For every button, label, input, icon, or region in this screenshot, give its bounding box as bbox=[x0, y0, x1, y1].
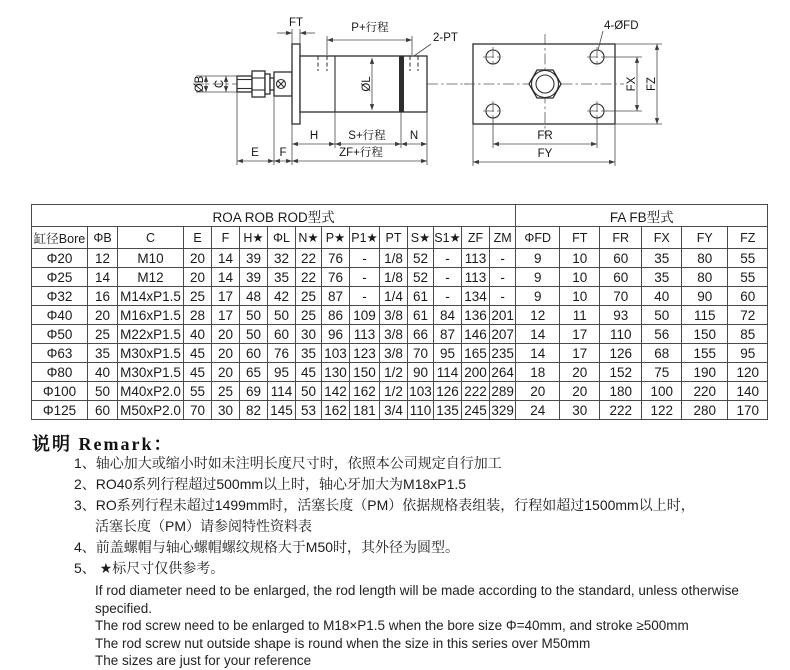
table-cell: - bbox=[350, 268, 380, 287]
table-cell: 14 bbox=[212, 268, 240, 287]
table-cell: - bbox=[490, 287, 516, 306]
table-cell: 114 bbox=[434, 363, 462, 382]
table-body bbox=[32, 249, 768, 420]
table-cell: 113 bbox=[462, 268, 490, 287]
table-cell: 85 bbox=[728, 325, 768, 344]
table-cell: 146 bbox=[462, 325, 490, 344]
table-cell: 50 bbox=[88, 382, 118, 401]
table-cell: 11 bbox=[560, 306, 600, 325]
table-row bbox=[32, 287, 768, 306]
table-cell: M30xP1.5 bbox=[118, 363, 184, 382]
table-cell: 80 bbox=[682, 268, 728, 287]
table-cell: 90 bbox=[682, 287, 728, 306]
table-cell: 55 bbox=[728, 249, 768, 268]
rear-cap-band bbox=[399, 56, 404, 112]
table-cell: 3/8 bbox=[380, 306, 408, 325]
table-cell: Φ25 bbox=[32, 268, 88, 287]
table-cell: 130 bbox=[322, 363, 350, 382]
table-row bbox=[32, 344, 768, 363]
table-cell: 165 bbox=[462, 344, 490, 363]
front-flange bbox=[292, 44, 300, 124]
table-cell: 140 bbox=[728, 382, 768, 401]
table-cell: 207 bbox=[491, 326, 514, 342]
column-header: ΦB bbox=[88, 227, 118, 249]
table-cell: 70 bbox=[408, 344, 434, 363]
cylinder-side-view bbox=[193, 17, 468, 165]
table-cell: 152 bbox=[600, 363, 642, 382]
table-cell: 53 bbox=[296, 401, 322, 420]
table-cell: 9 bbox=[516, 287, 560, 306]
table-cell: - bbox=[350, 287, 380, 306]
table-cell: 40 bbox=[88, 363, 118, 382]
remark-line: 活塞长度（PM）请参阅特性资料表 bbox=[95, 518, 312, 534]
table-cell: 50 bbox=[268, 306, 296, 325]
table-cell: 220 bbox=[682, 382, 728, 401]
table-cell: 150 bbox=[682, 325, 728, 344]
table-cell: M12 bbox=[118, 268, 184, 287]
table-cell: M30xP1.5 bbox=[118, 344, 184, 363]
table-cell: 86 bbox=[322, 306, 350, 325]
table-cell: 61 bbox=[408, 306, 434, 325]
table-cell: 45 bbox=[296, 363, 322, 382]
table-cell: 76 bbox=[268, 344, 296, 363]
table-cell: 20 bbox=[184, 249, 212, 268]
table-cell: 60 bbox=[728, 287, 768, 306]
table-cell: 1/8 bbox=[380, 249, 408, 268]
table-cell: 200 bbox=[462, 363, 490, 382]
table-cell: 113 bbox=[462, 249, 490, 268]
table-cell: 52 bbox=[408, 249, 434, 268]
table-cell: 90 bbox=[408, 363, 434, 382]
dimension-table-wrap bbox=[31, 204, 758, 420]
table-cell: 289 bbox=[491, 383, 514, 399]
table-cell: 10 bbox=[560, 249, 600, 268]
table-cell: 20 bbox=[212, 325, 240, 344]
table-cell: 120 bbox=[728, 363, 768, 382]
table-cell: 142 bbox=[322, 382, 350, 401]
table-cell: 55 bbox=[728, 268, 768, 287]
table-cell: 20 bbox=[184, 268, 212, 287]
table-cell: 28 bbox=[184, 306, 212, 325]
column-header: FT bbox=[560, 227, 600, 249]
table-cell: 87 bbox=[322, 287, 350, 306]
column-header: ΦFD bbox=[516, 227, 560, 249]
dim-label-fy: FY bbox=[537, 148, 553, 160]
table-cell: 50 bbox=[240, 306, 268, 325]
table-cell: 35 bbox=[642, 249, 682, 268]
table-cell: 14 bbox=[212, 249, 240, 268]
table-cell: 100 bbox=[642, 382, 682, 401]
table-cell: - bbox=[490, 268, 516, 287]
table-cell: 40 bbox=[642, 287, 682, 306]
remark-heading: 说明 Remark： bbox=[32, 434, 174, 454]
table-cell: 60 bbox=[600, 249, 642, 268]
table-cell: 20 bbox=[212, 344, 240, 363]
table-cell: 150 bbox=[350, 363, 380, 382]
group-header-roa-rob-rod: ROA ROB ROD型式 bbox=[32, 205, 516, 227]
table-cell: 50 bbox=[296, 382, 322, 401]
column-header: P★ bbox=[322, 227, 350, 249]
column-header: FZ bbox=[728, 227, 768, 249]
table-cell: 114 bbox=[268, 382, 296, 401]
table-row bbox=[32, 306, 768, 325]
column-header: F bbox=[212, 227, 240, 249]
table-cell: 123 bbox=[350, 344, 380, 363]
remark-line: The sizes are just for your reference bbox=[95, 653, 312, 668]
column-header: H★ bbox=[240, 227, 268, 249]
flange-front-view bbox=[464, 20, 662, 166]
column-header: ΦL bbox=[268, 227, 296, 249]
table-cell: 60 bbox=[240, 344, 268, 363]
table-cell: 35 bbox=[88, 344, 118, 363]
table-cell: 136 bbox=[462, 306, 490, 325]
table-cell: 103 bbox=[409, 383, 432, 399]
table-cell: 280 bbox=[682, 401, 728, 420]
column-header: 缸径Bore bbox=[32, 227, 88, 249]
table-cell: 3/4 bbox=[380, 401, 408, 420]
table-cell: 122 bbox=[642, 401, 682, 420]
table-cell: M50xP2.0 bbox=[118, 401, 184, 420]
table-cell: 1/4 bbox=[380, 287, 408, 306]
table-cell: 20 bbox=[560, 382, 600, 401]
table-cell: 17 bbox=[212, 287, 240, 306]
table-cell: 12 bbox=[516, 306, 560, 325]
piston-rod-thread bbox=[237, 76, 252, 92]
table-cell: 1/8 bbox=[380, 268, 408, 287]
table-cell: 109 bbox=[350, 306, 380, 325]
table-cell: 35 bbox=[268, 268, 296, 287]
dim-label-n: N bbox=[409, 130, 419, 142]
table-cell: 1/2 bbox=[380, 382, 408, 401]
table-cell: 80 bbox=[682, 249, 728, 268]
table-cell: 50 bbox=[642, 306, 682, 325]
table-cell: 20 bbox=[88, 306, 118, 325]
table-cell: 30 bbox=[212, 401, 240, 420]
table-cell: 45 bbox=[184, 344, 212, 363]
table-row bbox=[32, 363, 768, 382]
table-cell: 190 bbox=[682, 363, 728, 382]
table-cell: 126 bbox=[600, 344, 642, 363]
table-cell: 20 bbox=[212, 363, 240, 382]
table-cell: 201 bbox=[491, 307, 514, 323]
table-group-header-row bbox=[32, 205, 768, 227]
table-cell: M22xP1.5 bbox=[118, 325, 184, 344]
table-cell: 45 bbox=[184, 363, 212, 382]
table-cell: 60 bbox=[88, 401, 118, 420]
table-cell: 76 bbox=[322, 268, 350, 287]
table-cell: 14 bbox=[88, 268, 118, 287]
table-cell: 222 bbox=[600, 401, 642, 420]
table-cell: 9 bbox=[516, 249, 560, 268]
column-header: ZF bbox=[462, 227, 490, 249]
dim-label-fx: FX bbox=[626, 76, 638, 92]
dim-label-thread-c: C bbox=[214, 79, 226, 89]
remark-line: The rod screw need to be enlarged to M18×P1.5 when the bore size Φ=40mm, and stroke ≥500mm bbox=[95, 618, 689, 633]
table-cell: 155 bbox=[682, 344, 728, 363]
table-cell: 20 bbox=[516, 382, 560, 401]
dim-label-s-stroke: S+行程 bbox=[348, 130, 386, 142]
table-cell: 25 bbox=[296, 306, 322, 325]
table-cell: 52 bbox=[408, 268, 434, 287]
table-cell: 145 bbox=[268, 401, 296, 420]
table-cell: 162 bbox=[322, 401, 350, 420]
table-cell: 10 bbox=[560, 268, 600, 287]
table-cell: Φ32 bbox=[32, 287, 88, 306]
table-cell: 222 bbox=[462, 382, 490, 401]
table-cell: 93 bbox=[600, 306, 642, 325]
column-header: C bbox=[118, 227, 184, 249]
table-cell: 87 bbox=[434, 325, 462, 344]
table-column-header-row bbox=[32, 227, 768, 249]
dimension-table bbox=[31, 204, 768, 420]
table-cell: 82 bbox=[240, 401, 268, 420]
table-cell: M10 bbox=[118, 249, 184, 268]
table-cell: 135 bbox=[434, 401, 462, 420]
table-cell: 95 bbox=[268, 363, 296, 382]
table-cell: 40 bbox=[184, 325, 212, 344]
column-header: FX bbox=[642, 227, 682, 249]
remark-line: 1、轴心加大或缩小时如未注明长度尺寸时，依照本公司规定自行加工 bbox=[74, 455, 502, 471]
dim-label-fz: FZ bbox=[646, 76, 658, 92]
table-cell: 61 bbox=[408, 287, 434, 306]
table-cell: 70 bbox=[600, 287, 642, 306]
table-cell: 22 bbox=[296, 268, 322, 287]
table-cell: 170 bbox=[728, 401, 768, 420]
table-row bbox=[32, 401, 768, 420]
rod-collar bbox=[265, 74, 270, 94]
group-header-fa-fb: FA FB型式 bbox=[516, 205, 768, 227]
table-cell: 76 bbox=[322, 249, 350, 268]
table-cell: 96 bbox=[322, 325, 350, 344]
hole-callout-4fd: 4-ØFD bbox=[604, 20, 639, 32]
table-cell: 30 bbox=[560, 401, 600, 420]
table-cell: 17 bbox=[212, 306, 240, 325]
table-cell: 3/8 bbox=[380, 325, 408, 344]
table-cell: 9 bbox=[516, 268, 560, 287]
table-cell: 50 bbox=[240, 325, 268, 344]
table-cell: 162 bbox=[350, 382, 380, 401]
table-cell: 84 bbox=[434, 306, 462, 325]
table-cell: 10 bbox=[560, 287, 600, 306]
table-cell: 103 bbox=[322, 344, 350, 363]
table-cell: 70 bbox=[184, 401, 212, 420]
table-cell: 245 bbox=[462, 401, 490, 420]
table-cell: 235 bbox=[491, 345, 514, 361]
column-header: N★ bbox=[296, 227, 322, 249]
table-cell: 68 bbox=[642, 344, 682, 363]
table-cell: Φ50 bbox=[32, 325, 88, 344]
dim-label-fr: FR bbox=[537, 130, 553, 142]
table-cell: 72 bbox=[728, 306, 768, 325]
table-cell: Φ125 bbox=[32, 401, 88, 420]
column-header: S1★ bbox=[434, 227, 462, 249]
column-header: E bbox=[184, 227, 212, 249]
table-cell: M16xP1.5 bbox=[118, 306, 184, 325]
dim-label-p-stroke: P+行程 bbox=[351, 22, 389, 34]
dim-label-rod-diameter: ØB bbox=[194, 75, 206, 93]
table-cell: 329 bbox=[491, 402, 514, 418]
table-cell: 39 bbox=[240, 249, 268, 268]
table-cell: Φ80 bbox=[32, 363, 88, 382]
table-cell: 95 bbox=[728, 344, 768, 363]
table-cell: 181 bbox=[350, 401, 380, 420]
table-row bbox=[32, 268, 768, 287]
dim-label-bore-l: ØL bbox=[361, 76, 373, 92]
column-header: S★ bbox=[408, 227, 434, 249]
table-cell: 60 bbox=[600, 268, 642, 287]
column-header: FR bbox=[600, 227, 642, 249]
table-cell: - bbox=[490, 249, 516, 268]
table-cell: 18 bbox=[516, 363, 560, 382]
table-cell: 110 bbox=[408, 401, 434, 420]
dim-label-ft: FT bbox=[288, 17, 304, 29]
table-cell: 17 bbox=[560, 325, 600, 344]
column-header: ZM bbox=[490, 227, 516, 249]
dim-label-f: F bbox=[279, 147, 287, 159]
table-cell: 110 bbox=[600, 325, 642, 344]
table-cell: 69 bbox=[240, 382, 268, 401]
table-cell: 12 bbox=[88, 249, 118, 268]
table-cell: 35 bbox=[296, 344, 322, 363]
table-cell: 113 bbox=[350, 325, 380, 344]
column-header: FY bbox=[682, 227, 728, 249]
table-cell: 16 bbox=[88, 287, 118, 306]
table-cell: 134 bbox=[462, 287, 490, 306]
table-cell: 14 bbox=[516, 344, 560, 363]
table-row bbox=[32, 382, 768, 401]
table-cell: 20 bbox=[560, 363, 600, 382]
column-header: PT bbox=[380, 227, 408, 249]
table-cell: 32 bbox=[268, 249, 296, 268]
remark-section bbox=[32, 430, 772, 670]
table-row bbox=[32, 249, 768, 268]
table-cell: Φ100 bbox=[32, 382, 88, 401]
table-cell: - bbox=[434, 249, 462, 268]
table-cell: Φ40 bbox=[32, 306, 88, 325]
table-cell: 25 bbox=[184, 287, 212, 306]
table-cell: 1/2 bbox=[380, 363, 408, 382]
remark-lines bbox=[32, 453, 772, 670]
table-cell: 14 bbox=[516, 325, 560, 344]
table-cell: 48 bbox=[240, 287, 268, 306]
table-cell: - bbox=[350, 249, 380, 268]
table-cell: - bbox=[434, 287, 462, 306]
table-cell: 42 bbox=[268, 287, 296, 306]
remark-line: 5、 ★标尺寸仅供参考。 bbox=[74, 560, 225, 576]
port-callout-2pt: 2-PT bbox=[433, 32, 458, 44]
technical-drawings bbox=[0, 0, 790, 198]
table-cell: 264 bbox=[491, 364, 514, 380]
remark-line: 3、RO系列行程未超过1499mm时，活塞长度（PM）依据规格表组装，行程如超过1500mm以上时， bbox=[74, 497, 695, 513]
remark-line: 4、前盖螺帽与轴心螺帽螺纹规格大于M50时，其外径为圆型。 bbox=[74, 539, 460, 555]
table-cell: 95 bbox=[434, 344, 462, 363]
remark-line: If rod diameter need to be enlarged, the rod length will be made according to the standard, unless otherwise specified. bbox=[95, 583, 739, 616]
table-cell: - bbox=[434, 268, 462, 287]
table-cell: 25 bbox=[88, 325, 118, 344]
table-cell: 3/8 bbox=[380, 344, 408, 363]
table-cell: Φ63 bbox=[32, 344, 88, 363]
table-cell: 24 bbox=[516, 401, 560, 420]
remark-line: The rod screw nut outside shape is round when the size in this series over M50mm bbox=[95, 635, 591, 651]
table-cell: 25 bbox=[296, 287, 322, 306]
table-cell: 65 bbox=[240, 363, 268, 382]
table-cell: 126 bbox=[434, 382, 462, 401]
dim-label-zf-stroke: ZF+行程 bbox=[339, 147, 383, 159]
dim-label-h: H bbox=[309, 130, 319, 142]
column-header: P1★ bbox=[350, 227, 380, 249]
table-cell: 60 bbox=[268, 325, 296, 344]
table-cell: 22 bbox=[296, 249, 322, 268]
table-cell: 66 bbox=[408, 325, 434, 344]
remark-line: 2、RO40系列行程超过500mm以上时，轴心牙加大为M18xP1.5 bbox=[74, 476, 467, 492]
table-cell: 35 bbox=[642, 268, 682, 287]
rod-hex-nut bbox=[252, 71, 265, 97]
table-cell: 25 bbox=[212, 382, 240, 401]
table-cell: 115 bbox=[682, 306, 728, 325]
table-cell: 180 bbox=[600, 382, 642, 401]
table-cell: 56 bbox=[642, 325, 682, 344]
table-cell: 39 bbox=[240, 268, 268, 287]
table-cell: 17 bbox=[560, 344, 600, 363]
table-cell: 75 bbox=[642, 363, 682, 382]
table-cell: 30 bbox=[296, 325, 322, 344]
dim-label-e: E bbox=[251, 147, 259, 159]
table-cell: Φ20 bbox=[32, 249, 88, 268]
table-cell: 55 bbox=[184, 382, 212, 401]
table-cell: M40xP2.0 bbox=[118, 382, 184, 401]
table-cell: M14xP1.5 bbox=[118, 287, 184, 306]
table-row bbox=[32, 325, 768, 344]
